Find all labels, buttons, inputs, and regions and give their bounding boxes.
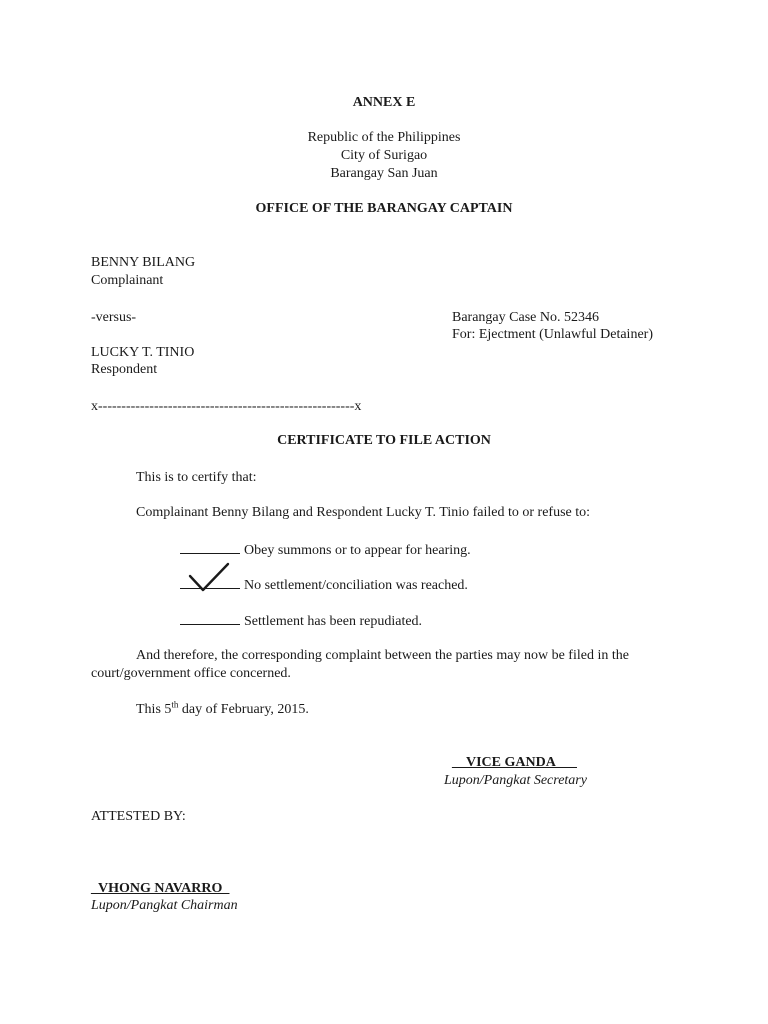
- option-label: Obey summons or to appear for hearing.: [244, 543, 471, 558]
- checkmark-icon: [188, 562, 232, 594]
- chairman-name: _VHONG NAVARRO_: [91, 881, 230, 896]
- secretary-title: Lupon/Pangkat Secretary: [444, 773, 587, 788]
- date-suffix: day of February, 2015.: [178, 702, 309, 717]
- header-barangay: Barangay San Juan: [330, 166, 438, 181]
- blank-line: [180, 540, 240, 554]
- office-title: OFFICE OF THE BARANGAY CAPTAIN: [255, 201, 513, 216]
- date-prefix: This 5: [136, 702, 172, 717]
- therefore-line-1: And therefore, the corresponding complaint between the parties may now be filed in the: [136, 648, 629, 663]
- complainant-role: Complainant: [91, 273, 164, 288]
- header-republic: Republic of the Philippines: [307, 130, 461, 145]
- attested-by-label: ATTESTED BY:: [91, 809, 186, 824]
- therefore-line-2: court/government office concerned.: [91, 666, 291, 681]
- secretary-name: __VICE GANDA___: [452, 755, 577, 770]
- respondent-role: Respondent: [91, 362, 158, 377]
- option-label: Settlement has been repudiated.: [244, 614, 423, 629]
- option-label: No settlement/conciliation was reached.: [244, 578, 468, 593]
- chairman-title: Lupon/Pangkat Chairman: [91, 898, 238, 913]
- complainant-name: BENNY BILANG: [91, 255, 196, 270]
- header-city: City of Surigao: [340, 148, 428, 163]
- date-line: [136, 701, 309, 719]
- date-suffix-sup: th: [171, 699, 179, 710]
- versus-label: -versus-: [91, 310, 137, 325]
- option-repudiated: [180, 611, 422, 631]
- annex-label: ANNEX E: [352, 95, 416, 110]
- respondent-name: LUCKY T. TINIO: [91, 345, 195, 360]
- certify-statement: Complainant Benny Bilang and Respondent Lucky T. Tinio failed to or refuse to:: [136, 505, 591, 520]
- option-obey-summons: [180, 540, 471, 560]
- blank-line: [180, 611, 240, 625]
- separator-line: x-------------------------------------------------------x: [91, 399, 362, 414]
- case-for: For: Ejectment (Unlawful Detainer): [452, 327, 653, 342]
- case-number: Barangay Case No. 52346: [452, 310, 599, 325]
- certificate-title: CERTIFICATE TO FILE ACTION: [277, 433, 491, 448]
- certify-intro: This is to certify that:: [136, 470, 257, 485]
